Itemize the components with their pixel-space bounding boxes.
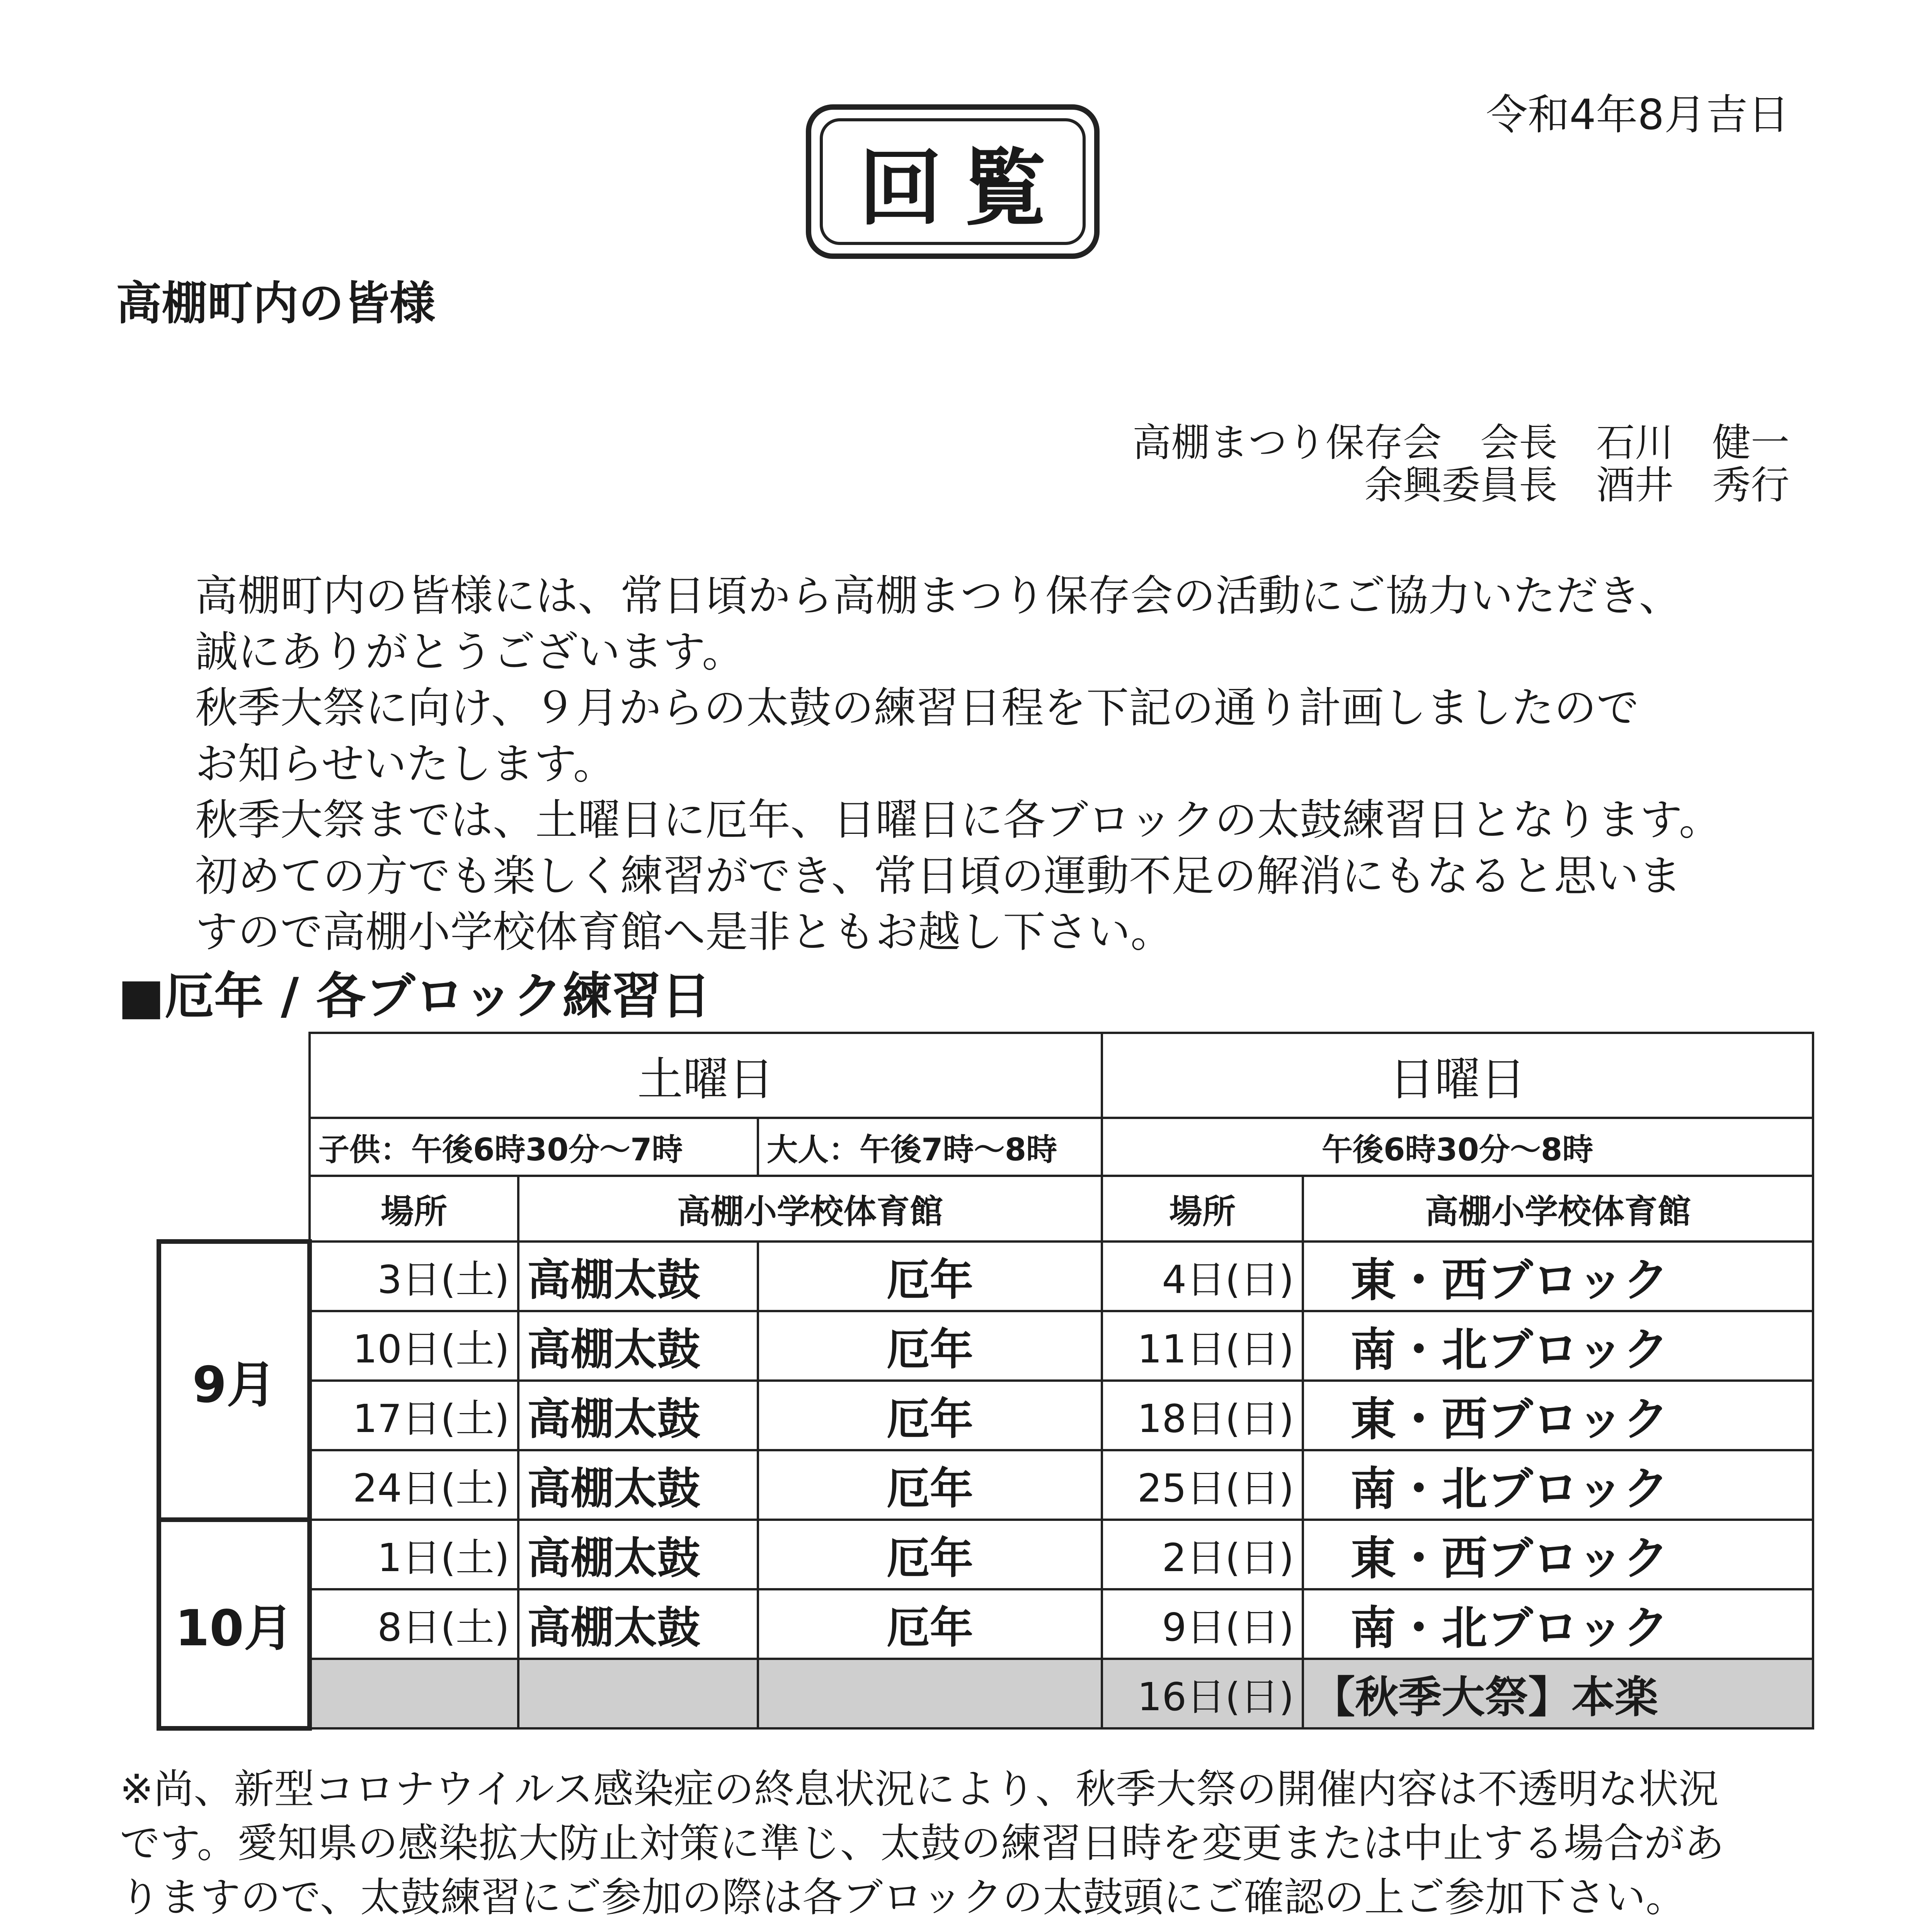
saturday-group: 厄年 <box>758 1589 1102 1659</box>
saturday-group: 厄年 <box>758 1450 1102 1520</box>
circular-title: 回覧 <box>820 118 1086 245</box>
table-row <box>159 1311 1813 1381</box>
circular-title-box <box>806 104 1100 259</box>
table-row <box>159 1242 1813 1311</box>
sunday-date: 4日(日) <box>1102 1242 1303 1311</box>
saturday-date: 17日(土) <box>310 1381 518 1450</box>
saturday-date: 8日(土) <box>310 1589 518 1659</box>
corner-blank <box>159 1033 310 1118</box>
greeting-line: すので高棚小学校体育館へ是非ともお越し下さい。 <box>195 907 1173 957</box>
sunday-block: 東・西ブロック <box>1303 1381 1813 1450</box>
festival-date: 16日(日) <box>1102 1659 1303 1728</box>
table-row-festival <box>159 1659 1813 1728</box>
sunday-header: 日曜日 <box>1102 1033 1813 1118</box>
saturday-team: 高棚太鼓 <box>518 1520 758 1589</box>
sunday-date: 2日(日) <box>1102 1520 1303 1589</box>
section-heading: ■厄年 / 各ブロック練習日 <box>118 968 711 1025</box>
saturday-group: 厄年 <box>758 1311 1102 1381</box>
covid-notice <box>120 1762 1801 1924</box>
addressee: 高棚町内の皆様 <box>116 277 436 330</box>
sunday-block: 南・北ブロック <box>1303 1311 1813 1381</box>
greeting-line: 高棚町内の皆様には、常日頃から高棚まつり保存会の活動にご協力いただき、 <box>195 571 1682 621</box>
saturday-venue: 高棚小学校体育館 <box>518 1176 1102 1242</box>
sender-line-1: 高棚まつり保存会 会長 石川 健一 <box>1132 420 1789 465</box>
month-september: 9月 <box>159 1242 310 1520</box>
greeting-line: 誠にありがとうございます。 <box>195 627 745 677</box>
empty-cell <box>518 1659 758 1728</box>
saturday-team: 高棚太鼓 <box>518 1381 758 1450</box>
greeting-line: 秋季大祭に向け、９月からの太鼓の練習日程を下記の通り計画しましたので <box>195 683 1639 733</box>
saturday-team: 高棚太鼓 <box>518 1242 758 1311</box>
festival-event: 【秋季大祭】本楽 <box>1303 1659 1813 1728</box>
saturday-date: 10日(土) <box>310 1311 518 1381</box>
table-row <box>159 1520 1813 1589</box>
saturday-place-label: 場所 <box>310 1176 518 1242</box>
sunday-date: 25日(日) <box>1102 1450 1303 1520</box>
notice-line: ※尚、新型コロナウイルス感染症の終息状況により、秋季大祭の開催内容は不透明な状況 <box>120 1765 1719 1813</box>
table-row <box>159 1589 1813 1659</box>
saturday-team: 高棚太鼓 <box>518 1311 758 1381</box>
saturday-group: 厄年 <box>758 1381 1102 1450</box>
sunday-date: 9日(日) <box>1102 1589 1303 1659</box>
sunday-date: 11日(日) <box>1102 1311 1303 1381</box>
notice-line: です。愛知県の感染拡大防止対策に準じ、太鼓の練習日時を変更または中止する場合があ <box>120 1820 1725 1867</box>
greeting-line: 秋季大祭までは、土曜日に厄年、日曜日に各ブロックの太鼓練習日となります。 <box>195 795 1721 845</box>
saturday-group: 厄年 <box>758 1242 1102 1311</box>
sunday-date: 18日(日) <box>1102 1381 1303 1450</box>
sender-line-2: 余興委員長 酒井 秀行 <box>1364 463 1789 508</box>
greeting-line: 初めての方でも楽しく練習ができ、常日頃の運動不足の解消にもなると思いま <box>195 851 1682 901</box>
greeting-line: お知らせいたします。 <box>195 739 616 789</box>
sunday-block: 南・北ブロック <box>1303 1450 1813 1520</box>
table-row <box>159 1381 1813 1450</box>
notice-line: りますので、太鼓練習にご参加の際は各ブロックの太鼓頭にご確認の上ご参加下さい。 <box>120 1874 1686 1921</box>
document-date: 令和4年8月吉日 <box>1486 91 1789 139</box>
saturday-kids-time: 子供：午後6時30分～7時 <box>310 1118 758 1176</box>
saturday-team: 高棚太鼓 <box>518 1589 758 1659</box>
month-october: 10月 <box>159 1520 310 1728</box>
saturday-date: 1日(土) <box>310 1520 518 1589</box>
sunday-place-label: 場所 <box>1102 1176 1303 1242</box>
table-row <box>159 1450 1813 1520</box>
saturday-group: 厄年 <box>758 1520 1102 1589</box>
sunday-time: 午後6時30分～8時 <box>1102 1118 1813 1176</box>
empty-cell <box>310 1659 518 1728</box>
saturday-date: 3日(土) <box>310 1242 518 1311</box>
saturday-date: 24日(土) <box>310 1450 518 1520</box>
practice-schedule-table <box>157 1032 1811 1723</box>
corner-blank <box>159 1118 310 1176</box>
saturday-header: 土曜日 <box>310 1033 1102 1118</box>
sunday-venue: 高棚小学校体育館 <box>1303 1176 1813 1242</box>
sunday-block: 南・北ブロック <box>1303 1589 1813 1659</box>
greeting-paragraph <box>195 568 1818 960</box>
empty-cell <box>758 1659 1102 1728</box>
sunday-block: 東・西ブロック <box>1303 1242 1813 1311</box>
sunday-block: 東・西ブロック <box>1303 1520 1813 1589</box>
saturday-team: 高棚太鼓 <box>518 1450 758 1520</box>
saturday-adult-time: 大人：午後7時～8時 <box>758 1118 1102 1176</box>
corner-blank <box>159 1176 310 1242</box>
